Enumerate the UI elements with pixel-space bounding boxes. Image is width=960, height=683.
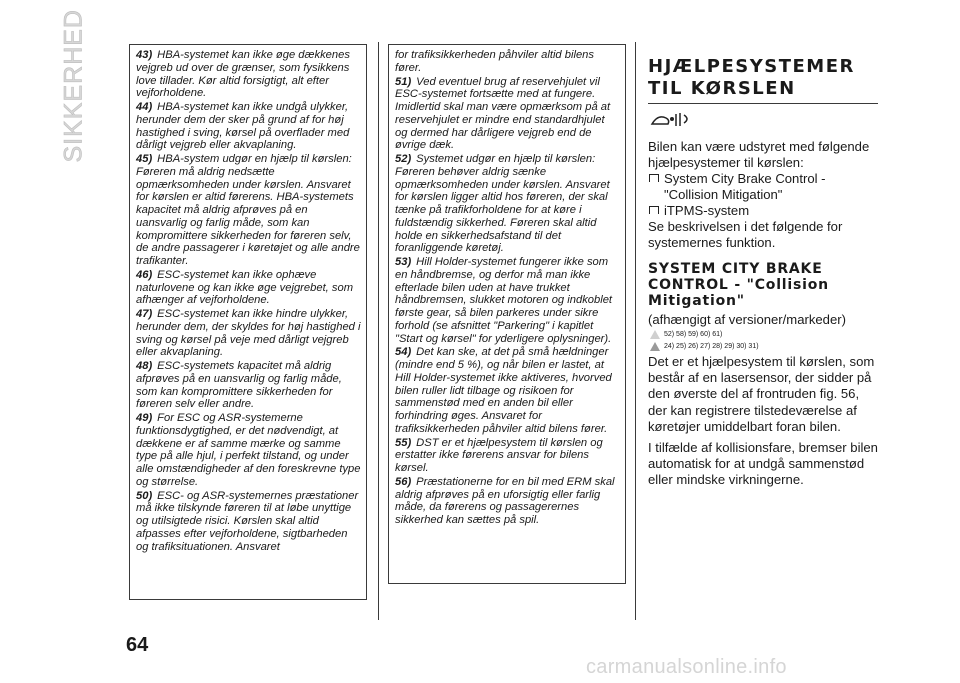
note-number: 53) xyxy=(395,256,412,268)
warning-note xyxy=(136,360,361,411)
warning-note xyxy=(136,49,361,100)
driving-assistance-section xyxy=(648,56,880,494)
warning-note xyxy=(395,49,620,75)
sub-heading-line2: CONTROL - "Collision xyxy=(648,277,829,293)
warning-note xyxy=(136,153,361,268)
note-number: 55) xyxy=(395,436,412,449)
caution-refs-b xyxy=(648,342,880,351)
list-item xyxy=(648,171,880,203)
note-text: ESC-systemet kan ikke ophæve naturlovene og kan ikke øge vejgrebet, som afhænger af vejforholdene. xyxy=(136,268,354,307)
note-number: 44) xyxy=(136,101,153,113)
sub-heading-line3: Mitigation" xyxy=(648,293,745,309)
sub-heading-line1: SYSTEM CITY BRAKE xyxy=(648,261,823,277)
note-number: 49) xyxy=(136,412,153,424)
warning-note xyxy=(136,101,361,152)
note-text: Ved eventuel brug af reservehjulet vil ESC-systemet fortsætte med at fungere. Imidlertid skal man være opmærksom på at reservehjulet er mindre end standardhjulet og dermed har dårligere vejgreb end de øvrige dæk. xyxy=(395,75,611,152)
note-number: 45) xyxy=(136,153,153,165)
note-text: Præstationerne for en bil med ERM skal aldrig afprøves på en uforsigtig eller farlig måde, da førerens og passagerernes sikkerhed kan sættes på spil. xyxy=(395,475,615,526)
warning-note xyxy=(136,412,361,489)
note-number: 51) xyxy=(395,75,412,88)
warning-refs-a xyxy=(648,330,880,339)
note-number: 52) xyxy=(395,153,412,165)
note-number: 56) xyxy=(395,475,412,488)
note-text: HBA-systemet kan ikke undgå ulykker, herunder dem der sker på grund af for høj hastighed i sving, kørsel på overflader med dårligt vejgreb eller akvaplaning. xyxy=(136,101,350,152)
heading-rule xyxy=(648,103,878,104)
note-text: HBA-system udgør en hjælp til kørslen: Føreren må aldrig nedsætte opmærksomheden under kørslen. Ansvaret for kørslen er altid førerens. HBA-systemets kapacitet må aldrig afprøves på en uansvarlig og farlig måde, som kan kompromittere sikkerheden for føreren selv, de andre passagerer i køretøjet og alle andre trafikanter. xyxy=(136,153,360,267)
paragraph: I tilfælde af kollisionsfare, bremser bilen automatisk for at undgå sammenstød eller mindske virkningerne. xyxy=(648,440,878,488)
warning-note xyxy=(395,153,620,255)
refs-a-text: 52) 58) 59) 60) 61) xyxy=(664,331,723,338)
body-text xyxy=(648,354,880,489)
warning-note xyxy=(395,346,620,435)
warning-note xyxy=(395,437,620,475)
note-text: Det kan ske, at det på små hældninger (mindre end 5 %), og når bilen er lastet, at Hill Holder-systemet ikke aktiveres, hvorved bilen ruller lidt tilbage og risikoen for sammenstød med en anden bil eller forhindring øges. Ansvaret for trafiksikkerheden påhviler altid bilens fører. xyxy=(395,346,612,435)
note-text: For ESC og ASR-systemerne funktionsdygtighed, er det nødvendigt, at dækkene er af samme mærke og samme type på alle hjul, i perfekt tilstand, og under alle omstændigheder af den foreskrevne type og størrelse. xyxy=(136,412,361,488)
column-divider-2 xyxy=(635,42,636,620)
note-text: HBA-systemet kan ikke øge dækkenes vejgreb ud over de grænser, som fysikkens love tillader. Kør altid forsigtigt, alt efter vejforholdene. xyxy=(136,49,350,100)
section-heading-line1: HJÆLPESYSTEMER xyxy=(648,56,855,77)
warning-note xyxy=(395,76,620,153)
section-tab: SIKKERHED xyxy=(59,9,88,163)
warning-notes-box-2 xyxy=(388,44,626,584)
refs-b-text: 24) 25) 26) 27) 28) 29) 30) 31) xyxy=(664,343,759,350)
caution-triangle-icon xyxy=(650,342,660,351)
column-divider-1 xyxy=(378,42,379,620)
outro-text: Se beskrivelsen i det følgende for systemernes funktion. xyxy=(648,219,843,250)
intro-text: Bilen kan være udstyret med følgende hjælpesystemer til kørslen: xyxy=(648,139,870,170)
note-number: 54) xyxy=(395,346,412,359)
note-text: Hill Holder-systemet fungerer ikke som en håndbremse, og derfor må man ikke efterlade bilen uden at have trukket håndbremsen, slukket motoren og indkoblet første gear, så bilen parkeres under sikre forhold (se afsnittet "Parkering" i kapitlet "Start og kørsel" for yderligere oplysninger). xyxy=(395,256,613,345)
note-text: for trafiksikkerheden påhviler altid bilens fører. xyxy=(395,49,594,74)
paragraph: Det er et hjælpesystem til kørslen, som består af en lasersensor, der sidder på den øverste del af frontruden fig. 56, der kan registrere tilstedeværelse af køretøjer umiddelbart foran bilen. xyxy=(648,354,875,434)
steering-assist-icon xyxy=(650,110,880,133)
version-note: (afhængigt af versioner/markeder) xyxy=(648,312,846,327)
note-text: DST er et hjælpesystem til kørslen og erstatter ikke førerens ansvar for bilens kørsel. xyxy=(395,436,603,474)
warning-note xyxy=(136,269,361,307)
watermark: carmanualsonline.info xyxy=(586,656,787,678)
warning-triangle-icon xyxy=(650,330,660,339)
warning-note xyxy=(136,308,361,359)
bullet-text: iTPMS-system xyxy=(664,203,750,218)
note-number: 48) xyxy=(136,360,153,372)
section-heading-line2: TIL KØRSLEN xyxy=(648,78,796,99)
note-number: 50) xyxy=(136,489,153,502)
bullet-text: System City Brake Control - "Collision Mitigation" xyxy=(664,171,826,202)
note-number: 47) xyxy=(136,308,153,320)
note-text: ESC- og ASR-systemernes præstationer må ikke tilskynde føreren til at løbe unyttige og utilsigtede risici. Kørslen skal altid afpasses efter vejforholdene, sigtbarheden og trafiksituationen. Ansvaret xyxy=(136,489,359,553)
note-text: ESC-systemets kapacitet må aldrig afprøves på en uansvarlig og farlig måde, som kan kompromittere sikkerheden for føreren selv eller andre. xyxy=(136,360,342,411)
page-number: 64 xyxy=(126,634,149,656)
bullet-icon xyxy=(649,174,659,182)
warning-note xyxy=(395,256,620,345)
note-text: Systemet udgør en hjælp til kørslen: Føreren behøver aldrig sænke opmærksomheden under kørslen. Ansvaret for kørslen ligger altid hos føreren, der skal tænke på trafikforholdene for at køre i fuldstændig sikkerhed. Føreren skal altid holde en sikkerhedsafstand til det foranliggende køretøj. xyxy=(395,153,610,255)
list-item xyxy=(648,203,880,219)
note-number: 46) xyxy=(136,268,153,281)
warning-note xyxy=(395,476,620,527)
warning-notes-box-1 xyxy=(129,44,367,600)
note-number: 43) xyxy=(136,49,153,61)
note-text: ESC-systemet kan ikke hindre ulykker, herunder dem, der skyldes for høj hastighed i sving og kørsel på veje med dårligt vejgreb eller akvaplaning. xyxy=(136,308,361,359)
bullet-icon xyxy=(649,206,659,214)
warning-note xyxy=(136,490,361,554)
